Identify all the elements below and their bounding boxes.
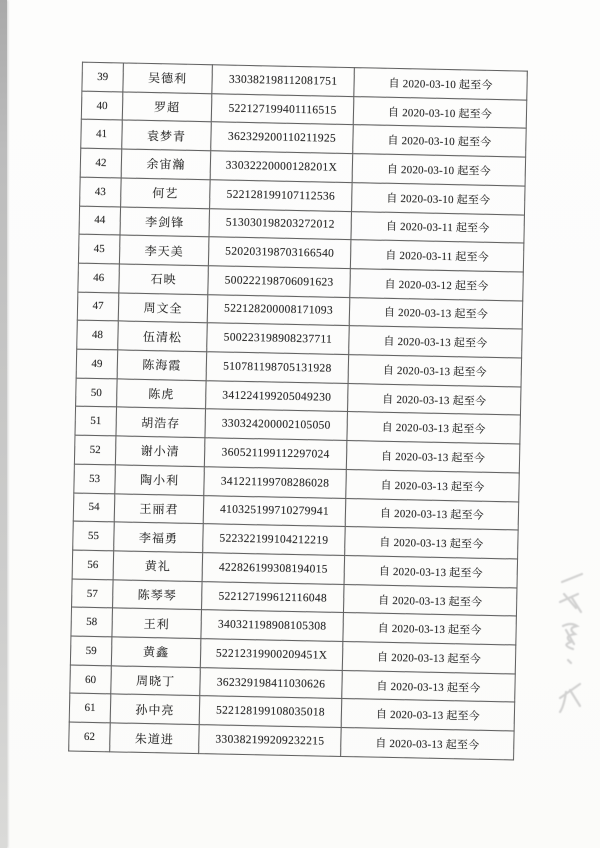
cell-name: 黄鑫 bbox=[111, 637, 201, 667]
cell-no: 47 bbox=[77, 292, 119, 322]
cell-no: 54 bbox=[73, 493, 115, 523]
cell-name: 周文全 bbox=[118, 293, 208, 323]
cell-period: 自 2020-03-13 起至今 bbox=[345, 498, 519, 530]
cell-no: 60 bbox=[70, 665, 112, 695]
cell-no: 42 bbox=[80, 148, 122, 178]
cell-period: 自 2020-03-13 起至今 bbox=[346, 441, 520, 473]
cell-period: 自 2020-03-13 起至今 bbox=[342, 670, 516, 702]
cell-period: 自 2020-03-10 起至今 bbox=[352, 154, 526, 186]
cell-name: 伍清松 bbox=[118, 321, 208, 351]
cell-id: 522127199612116048 bbox=[201, 581, 344, 613]
cell-no: 48 bbox=[77, 320, 119, 350]
cell-name: 李天美 bbox=[119, 235, 209, 265]
cell-no: 43 bbox=[80, 177, 122, 207]
cell-no: 45 bbox=[78, 234, 120, 264]
cell-no: 51 bbox=[75, 407, 117, 437]
cell-name: 石映 bbox=[119, 264, 209, 294]
cell-name: 袁梦青 bbox=[122, 120, 212, 150]
cell-no: 46 bbox=[78, 263, 120, 293]
cell-no: 41 bbox=[81, 120, 123, 150]
cell-no: 55 bbox=[73, 521, 115, 551]
cell-no: 59 bbox=[70, 636, 112, 666]
cell-no: 58 bbox=[71, 607, 113, 637]
cell-no: 52 bbox=[74, 435, 116, 465]
cell-period: 自 2020-03-13 起至今 bbox=[345, 527, 519, 559]
cell-period: 自 2020-03-11 起至今 bbox=[350, 240, 524, 272]
cell-period: 自 2020-03-13 起至今 bbox=[341, 728, 515, 760]
cell-name: 孙中亮 bbox=[110, 694, 200, 724]
cell-name: 胡浩存 bbox=[116, 407, 206, 437]
cell-id: 360521199112297024 bbox=[204, 438, 347, 470]
cell-name: 陶小利 bbox=[115, 465, 205, 495]
cell-id: 500223198908237711 bbox=[207, 323, 350, 355]
cell-id: 33032220000128201X bbox=[210, 151, 353, 183]
cell-id: 341224199205049230 bbox=[206, 380, 349, 412]
cell-period: 自 2020-03-10 起至今 bbox=[354, 68, 528, 100]
cell-name: 李剑锋 bbox=[120, 206, 210, 236]
cell-period: 自 2020-03-10 起至今 bbox=[353, 125, 527, 157]
cell-id: 522128199108035018 bbox=[199, 696, 342, 728]
cell-name: 朱道进 bbox=[110, 723, 200, 754]
roster-table-wrap bbox=[68, 62, 523, 761]
cell-name: 黄礼 bbox=[113, 551, 203, 581]
cell-name: 王利 bbox=[112, 608, 202, 638]
cell-id: 522128199107112536 bbox=[210, 180, 353, 212]
cell-name: 陈琴琴 bbox=[113, 580, 203, 610]
cell-name: 余宙瀚 bbox=[121, 149, 211, 179]
cell-id: 330324200002105050 bbox=[205, 409, 348, 441]
cell-name: 李福勇 bbox=[114, 522, 204, 552]
cell-no: 50 bbox=[76, 378, 118, 408]
roster-table bbox=[68, 62, 528, 761]
cell-id: 410325199710279941 bbox=[203, 495, 346, 527]
cell-period: 自 2020-03-10 起至今 bbox=[352, 182, 526, 214]
scanner-edge-shadow bbox=[0, 0, 7, 848]
cell-id: 330382199209232215 bbox=[199, 725, 342, 757]
cell-name: 谢小清 bbox=[115, 436, 205, 466]
table-body bbox=[69, 62, 528, 760]
cell-no: 39 bbox=[82, 62, 124, 92]
cell-id: 422826199308194015 bbox=[202, 553, 345, 585]
cell-period: 自 2020-03-13 起至今 bbox=[343, 613, 517, 645]
cell-period: 自 2020-03-13 起至今 bbox=[343, 584, 517, 616]
cell-id: 522128200008171093 bbox=[207, 294, 350, 326]
cell-id: 362329200110211925 bbox=[211, 122, 354, 154]
cell-no: 49 bbox=[76, 349, 118, 379]
cell-id: 520203198703166540 bbox=[208, 237, 351, 269]
cell-name: 王丽君 bbox=[114, 493, 204, 523]
cell-no: 57 bbox=[72, 579, 114, 609]
cell-name: 罗超 bbox=[122, 92, 212, 122]
cell-no: 62 bbox=[69, 722, 111, 752]
cell-period: 自 2020-03-13 起至今 bbox=[346, 469, 520, 501]
cell-id: 500222198706091623 bbox=[208, 266, 351, 298]
cell-id: 341221199708286028 bbox=[204, 467, 347, 499]
cell-name: 周晓丁 bbox=[111, 666, 201, 696]
cell-no: 40 bbox=[81, 91, 123, 121]
cell-id: 330382198112081751 bbox=[212, 65, 355, 97]
cell-no: 56 bbox=[72, 550, 114, 580]
cell-no: 61 bbox=[69, 693, 111, 723]
cell-id: 510781198705131928 bbox=[206, 352, 349, 384]
cell-name: 陈海霞 bbox=[117, 350, 207, 380]
cell-id: 522127199401116515 bbox=[211, 93, 354, 125]
cell-period: 自 2020-03-13 起至今 bbox=[347, 412, 521, 444]
cell-period: 自 2020-03-11 起至今 bbox=[351, 211, 525, 243]
cell-period: 自 2020-03-13 起至今 bbox=[349, 326, 523, 358]
cell-period: 自 2020-03-13 起至今 bbox=[349, 297, 523, 329]
cell-id: 340321198908105308 bbox=[201, 610, 344, 642]
cell-period: 自 2020-03-13 起至今 bbox=[344, 555, 518, 587]
cell-name: 何艺 bbox=[121, 178, 211, 208]
cell-period: 自 2020-03-13 起至今 bbox=[341, 699, 515, 731]
cell-id: 513030198203272012 bbox=[209, 208, 352, 240]
cell-id: 52212319900209451X bbox=[200, 639, 343, 671]
cell-period: 自 2020-03-10 起至今 bbox=[353, 96, 527, 128]
cell-no: 44 bbox=[79, 206, 121, 236]
cell-id: 362329198411030626 bbox=[200, 667, 343, 699]
cell-period: 自 2020-03-13 起至今 bbox=[348, 355, 522, 387]
cell-name: 陈虎 bbox=[117, 379, 207, 409]
cell-period: 自 2020-03-13 起至今 bbox=[342, 642, 516, 674]
cell-name: 吴德利 bbox=[123, 63, 213, 93]
cell-period: 自 2020-03-12 起至今 bbox=[350, 268, 524, 300]
cell-period: 自 2020-03-13 起至今 bbox=[347, 383, 521, 415]
faint-ink-bleed-marks bbox=[548, 568, 592, 736]
cell-no: 53 bbox=[74, 464, 116, 494]
cell-id: 522322199104212219 bbox=[203, 524, 346, 556]
